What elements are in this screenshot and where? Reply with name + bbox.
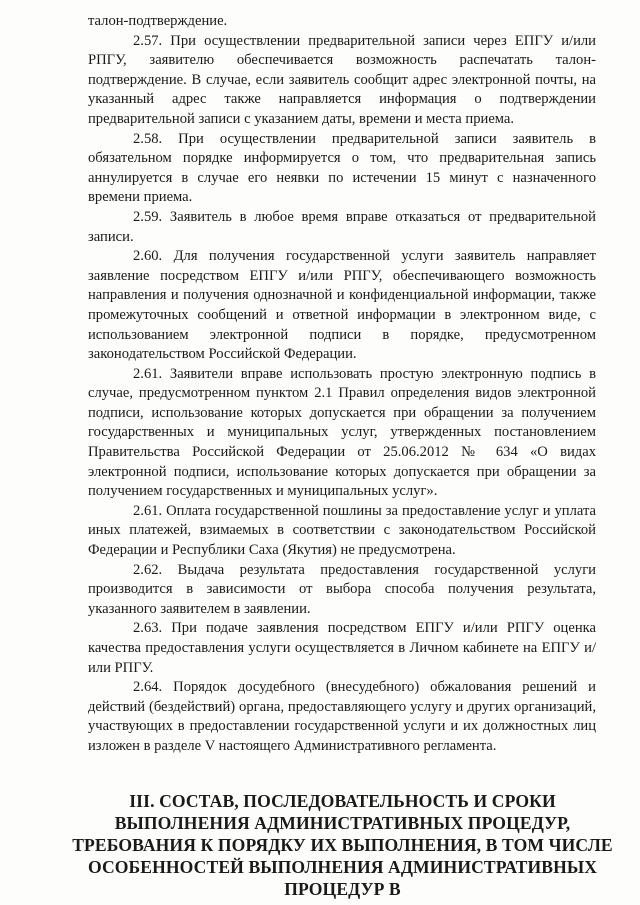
- paragraph-2-61-fee: 2.61. Оплата государственной пошлины за предоставление услуг и уплата иных платежей, взимаемых в соответствии с законодательством Российской Федерации и Республики Саха (Якутия) не предусмотрена.: [88, 502, 596, 559]
- paragraph-continuation: талон-подтверждение.: [88, 13, 228, 29]
- document-body: [88, 12, 596, 757]
- paragraph-2-57: 2.57. При осуществлении предварительной записи через ЕПГУ и/или РПГУ, заявителю обеспечивается возможность распечатать талон-подтверждение. В случае, если заявитель сообщит адрес электронной почты, на указанный адрес также направляется информация о подтверждении предварительной записи с указанием даты, времени и места приема.: [88, 32, 596, 127]
- paragraph-2-64: 2.64. Порядок досудебного (внесудебного) обжалования решений и действий (бездействий) органа, предоставляющего услугу и других организаций, участвующих в предоставлении государственной услуги и их должностных лиц изложен в разделе V настоящего Административного регламента.: [88, 679, 596, 754]
- paragraph-2-63: 2.63. При подаче заявления посредством ЕПГУ и/или РПГУ оценка качества предоставления услуги осуществляется в Личном кабинете на ЕПГУ и/или РПГУ.: [88, 620, 596, 676]
- paragraph-2-59: 2.59. Заявитель в любое время вправе отказаться от предварительной записи.: [88, 208, 596, 245]
- paragraph-2-60: 2.60. Для получения государственной услуги заявитель направляет заявление посредством ЕПГУ и/или РПГУ, обеспечивающего возможность направления и получения однозначной и конфиденциальной информации, также промежуточных сообщений и ответной информации в электронном виде, с использованием электронной подписи в порядке, предусмотренном законодательством Российской Федерации.: [88, 248, 596, 363]
- paragraph-2-58: 2.58. При осуществлении предварительной записи заявитель в обязательном порядке информируется о том, что предварительная запись аннулируется в случае его неявки по истечении 15 минут с назначенного времени приема.: [88, 130, 596, 206]
- paragraph-2-61-signature: 2.61. Заявители вправе использовать простую электронную подпись в случае, предусмотренном пунктом 2.1 Правил определения видов электронной подписи, использование которых допускается при обращении за получением государственных и муниципальных услуг, утвержденных постановлением Правительства Российской Федерации от 25.06.2012 № 634 «О видах электронной подписи, использование которых допускается при обращении за получением государственных и муниципальных услуг».: [88, 365, 596, 500]
- section-heading: III. СОСТАВ, ПОСЛЕДОВАТЕЛЬНОСТЬ И СРОКИ ВЫПОЛНЕНИЯ АДМИНИСТРАТИВНЫХ ПРОЦЕДУР, ТРЕБОВАНИЯ К ПОРЯДКУ ИХ ВЫПОЛНЕНИЯ, В ТОМ ЧИСЛЕ ОСОБЕННОСТЕЙ ВЫПОЛНЕНИЯ АДМИНИСТРАТИВНЫХ ПРОЦЕДУР В: [72, 791, 613, 899]
- paragraph-2-62: 2.62. Выдача результата предоставления государственной услуги производится в зависимости от выбора способа получения результата, указанного заявителем в заявлении.: [88, 561, 596, 617]
